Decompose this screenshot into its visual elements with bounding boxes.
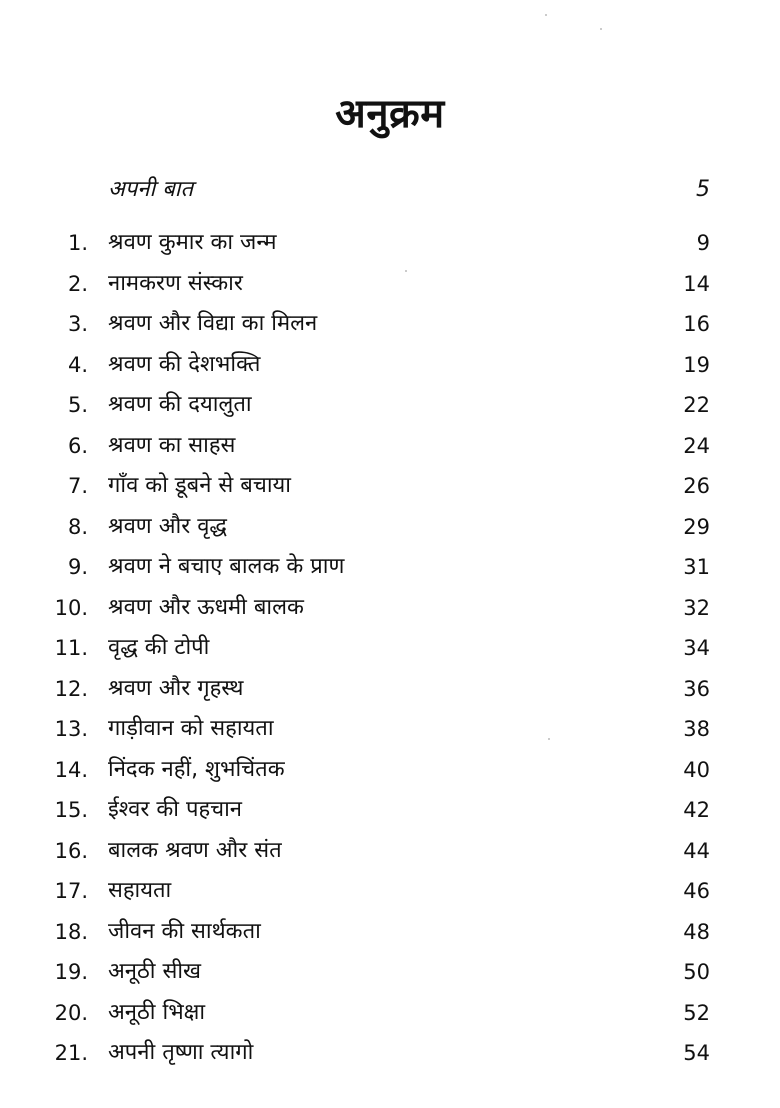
toc-entry-title: नामकरण संस्कार — [108, 270, 243, 296]
toc-entry-title: अपनी तृष्णा त्यागो — [108, 1040, 254, 1065]
toc-entry-title: जीवन की सार्थकता — [108, 918, 261, 944]
toc-entry[interactable] — [0, 993, 780, 1034]
toc-entry-number: 1. — [67, 231, 88, 255]
toc-entry-title: श्रवण और ऊधमी बालक — [108, 594, 304, 620]
toc-entry-page: 26 — [683, 474, 710, 498]
toc-entry-title: श्रवण और गृहस्थ — [108, 675, 244, 701]
toc-entry-number: 11. — [54, 636, 88, 660]
toc-entry[interactable] — [0, 831, 780, 872]
toc-entry-title: अनूठी भिक्षा — [108, 999, 206, 1025]
toc-entry-number: 20. — [54, 1000, 88, 1025]
toc-entry[interactable] — [0, 466, 780, 507]
toc-entry-page: 38 — [683, 717, 710, 741]
toc-entry-title: निंदक नहीं, शुभचिंतक — [108, 756, 285, 782]
toc-entry-page: 50 — [683, 960, 710, 984]
toc-intro-row[interactable] — [0, 172, 780, 208]
toc-entry[interactable] — [0, 507, 780, 548]
toc-entry-page: 29 — [683, 514, 710, 539]
toc-entry-page: 24 — [683, 433, 710, 458]
toc-entry-title: अनूठी सीख — [108, 959, 202, 984]
toc-entry-page: 32 — [683, 595, 710, 620]
toc-entry-page: 31 — [683, 555, 710, 579]
toc-entry-number: 19. — [54, 960, 88, 984]
toc-entry[interactable] — [0, 790, 780, 831]
toc-entry-number: 8. — [67, 514, 88, 539]
toc-entry-title: गाँव को डूबने से बचाया — [108, 473, 291, 498]
toc-entry-page: 19 — [683, 352, 710, 377]
toc-entry[interactable] — [0, 871, 780, 912]
page-title: अनुक्रम — [335, 91, 445, 137]
toc-entry-number: 17. — [54, 879, 88, 903]
toc-entry-page: 16 — [683, 312, 710, 336]
toc-entry-number: 2. — [67, 271, 88, 296]
toc-entry-title: बालक श्रवण और संत — [108, 837, 282, 863]
toc-entry-page: 42 — [683, 798, 710, 822]
toc-entry-number: 14. — [54, 757, 88, 782]
toc-entry-number: 7. — [67, 474, 88, 498]
toc-entry[interactable] — [0, 223, 780, 264]
toc-entry-page: 9 — [696, 231, 710, 255]
toc-entry-title: श्रवण का साहस — [108, 432, 236, 458]
toc-entry-title: श्रवण की दयालुता — [108, 392, 252, 417]
toc-entry[interactable] — [0, 1033, 780, 1074]
toc-entry-page: 46 — [683, 879, 710, 903]
toc-entry[interactable] — [0, 669, 780, 710]
toc-entry[interactable] — [0, 385, 780, 426]
toc-intro-page: 5 — [696, 177, 710, 202]
toc-entry-title: श्रवण ने बचाए बालक के प्राण — [108, 554, 345, 579]
toc-entry-page: 22 — [683, 393, 710, 417]
toc-entry-page: 36 — [683, 676, 710, 701]
toc-entry-title: वृद्ध की टोपी — [108, 635, 210, 660]
toc-entry-page: 48 — [683, 919, 710, 944]
toc-entry-number: 10. — [54, 595, 88, 620]
toc-entry-page: 40 — [683, 757, 710, 782]
toc-entry[interactable] — [0, 912, 780, 953]
toc-entry-page: 54 — [683, 1041, 710, 1065]
toc-entry-page: 14 — [683, 271, 710, 296]
toc-entry-number: 9. — [67, 555, 88, 579]
toc-entry-number: 15. — [54, 798, 88, 822]
toc-entry-title: श्रवण की देशभक्ति — [108, 351, 261, 377]
toc-entry[interactable] — [0, 345, 780, 386]
toc-entry-number: 5. — [67, 393, 88, 417]
toc-entry-number: 18. — [54, 919, 88, 944]
toc-entry[interactable] — [0, 709, 780, 750]
toc-entry-title: श्रवण और विद्या का मिलन — [108, 311, 318, 336]
toc-entry[interactable] — [0, 304, 780, 345]
toc-entry-number: 13. — [54, 717, 88, 741]
toc-entry-number: 21. — [54, 1041, 88, 1065]
toc-entry-number: 6. — [67, 433, 88, 458]
toc-entry-number: 12. — [54, 676, 88, 701]
toc-entry-title: सहायता — [108, 878, 172, 903]
toc-entry-title: गाड़ीवान को सहायता — [108, 716, 274, 741]
toc-entry[interactable] — [0, 547, 780, 588]
toc-entry-number: 4. — [67, 352, 88, 377]
toc-entry[interactable] — [0, 426, 780, 467]
toc-entry-page: 44 — [683, 838, 710, 863]
table-of-contents — [0, 223, 780, 1074]
toc-entry[interactable] — [0, 750, 780, 791]
toc-entry[interactable] — [0, 588, 780, 629]
toc-entry[interactable] — [0, 264, 780, 305]
toc-entry-title: श्रवण और वृद्ध — [108, 513, 228, 539]
toc-intro-title: अपनी बात — [108, 177, 194, 202]
toc-entry-title: श्रवण कुमार का जन्म — [108, 230, 277, 255]
paper-speck — [600, 28, 602, 30]
toc-entry-page: 34 — [683, 636, 710, 660]
toc-entry-title: ईश्वर की पहचान — [108, 797, 243, 822]
toc-entry-number: 3. — [67, 312, 88, 336]
toc-entry-number: 16. — [54, 838, 88, 863]
toc-entry[interactable] — [0, 952, 780, 993]
toc-entry[interactable] — [0, 628, 780, 669]
toc-entry-page: 52 — [683, 1000, 710, 1025]
paper-speck — [545, 14, 547, 16]
